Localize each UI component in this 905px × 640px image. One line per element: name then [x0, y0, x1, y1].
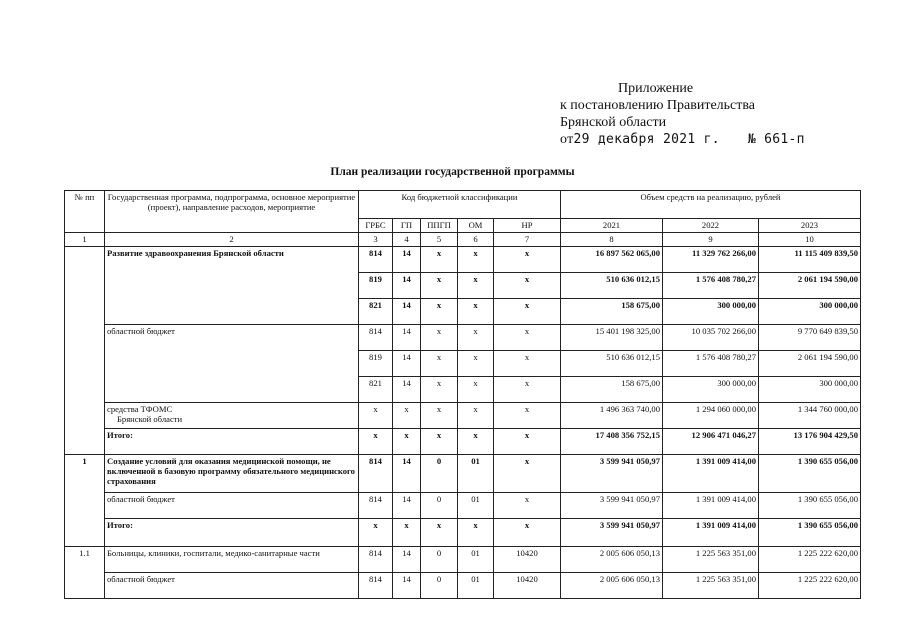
cell-source-name: областной бюджет — [105, 325, 359, 403]
cell-2021: 510 636 012,15 — [561, 351, 663, 377]
cell-2023: 2 061 194 590,00 — [759, 273, 861, 299]
cell-2023: 1 225 222 620,00 — [759, 573, 861, 599]
cell-2023: 9 770 649 839,50 — [759, 325, 861, 351]
cell-source-name — [105, 403, 359, 429]
resolution-number: № 661-п — [747, 132, 805, 147]
cell-2022: 1 391 009 414,00 — [663, 493, 759, 519]
cell-nr: х — [494, 455, 561, 493]
cell-grbs: 821 — [359, 299, 393, 325]
header-ppgp: ППГП — [421, 219, 458, 233]
table-row — [65, 403, 861, 429]
header-grbs: ГРБС — [359, 219, 393, 233]
cell-2022: 10 035 702 266,00 — [663, 325, 759, 351]
header-2023: 2023 — [759, 219, 861, 233]
cell-nr: х — [494, 377, 561, 403]
cell-gp: 14 — [393, 493, 421, 519]
resolution-date: 29 декабря 2021 г. — [573, 132, 720, 147]
header-2022: 2022 — [663, 219, 759, 233]
column-number-row — [65, 233, 861, 247]
cell-ppgp: х — [421, 299, 458, 325]
document-title: План реализации государственной программы — [330, 166, 575, 178]
col-number: 2 — [105, 233, 359, 247]
table-row — [65, 455, 861, 493]
cell-2023: 1 390 655 056,00 — [759, 519, 861, 547]
cell-2023: 2 061 194 590,00 — [759, 351, 861, 377]
cell-gp: 14 — [393, 377, 421, 403]
cell-program-name: Создание условий для оказания медицинской помощи, не включенной в базовую программу обязательного медицинского страхования — [105, 455, 359, 493]
cell-2021: 158 675,00 — [561, 299, 663, 325]
cell-2022: 1 576 408 780,27 — [663, 273, 759, 299]
cell-om: 01 — [458, 493, 494, 519]
cell-grbs: 814 — [359, 247, 393, 273]
cell-ppgp: х — [421, 403, 458, 429]
table-row — [65, 429, 861, 455]
source-name-line1: средства ТФОМС — [107, 404, 173, 414]
header-code-group: Код бюджетной классификации — [359, 191, 561, 219]
source-name-line2: Брянской области — [117, 414, 183, 424]
cell-om: х — [458, 325, 494, 351]
header-volume-group: Объем средств на реализацию, рублей — [561, 191, 861, 219]
cell-om: х — [458, 299, 494, 325]
table-row — [65, 493, 861, 519]
cell-2021: 2 005 606 050,13 — [561, 573, 663, 599]
cell-source-name: областной бюджет — [105, 573, 359, 599]
cell-gp: 14 — [393, 455, 421, 493]
cell-total-label: Итого: — [105, 429, 359, 455]
cell-ppgp: 0 — [421, 493, 458, 519]
table-row — [65, 573, 861, 599]
cell-2021: 3 599 941 050,97 — [561, 493, 663, 519]
cell-om: х — [458, 351, 494, 377]
cell-nr: х — [494, 325, 561, 351]
appendix-block — [560, 80, 880, 148]
cell-2022: 1 294 060 000,00 — [663, 403, 759, 429]
appendix-resolution: к постановлению Правительства — [560, 98, 756, 113]
cell-grbs: 814 — [359, 547, 393, 573]
cell-ppgp: х — [421, 273, 458, 299]
cell-2021: 15 401 198 325,00 — [561, 325, 663, 351]
cell-2023: 1 344 760 000,00 — [759, 403, 861, 429]
cell-grbs: 821 — [359, 377, 393, 403]
cell-nr: х — [494, 299, 561, 325]
col-number: 9 — [663, 233, 759, 247]
appendix-date-line — [560, 131, 880, 148]
header-2021: 2021 — [561, 219, 663, 233]
cell-om: х — [458, 403, 494, 429]
cell-gp: 14 — [393, 247, 421, 273]
cell-2023: 1 225 222 620,00 — [759, 547, 861, 573]
cell-gp: 14 — [393, 547, 421, 573]
cell-gp: х — [393, 429, 421, 455]
cell-om: х — [458, 429, 494, 455]
cell-gp: 14 — [393, 351, 421, 377]
cell-2021: 510 636 012,15 — [561, 273, 663, 299]
cell-total-label: Итого: — [105, 519, 359, 547]
cell-program-name: Больницы, клиники, госпитали, медико-санитарные части — [105, 547, 359, 573]
cell-2022: 1 391 009 414,00 — [663, 519, 759, 547]
col-number: 6 — [458, 233, 494, 247]
header-nr: НР — [494, 219, 561, 233]
cell-grbs: 814 — [359, 455, 393, 493]
cell-nr: х — [494, 403, 561, 429]
cell-2021: 2 005 606 050,13 — [561, 547, 663, 573]
cell-nr: х — [494, 273, 561, 299]
cell-num: 1 — [65, 455, 105, 547]
cell-grbs: 819 — [359, 273, 393, 299]
cell-grbs: х — [359, 403, 393, 429]
cell-ppgp: 0 — [421, 455, 458, 493]
cell-nr: х — [494, 519, 561, 547]
col-number: 4 — [393, 233, 421, 247]
cell-2021: 17 408 356 752,15 — [561, 429, 663, 455]
col-number: 8 — [561, 233, 663, 247]
cell-ppgp: х — [421, 325, 458, 351]
cell-2023: 1 390 655 056,00 — [759, 455, 861, 493]
appendix-region: Брянской области — [560, 115, 667, 130]
table-row — [65, 247, 861, 273]
plan-table — [64, 190, 861, 599]
cell-gp: 14 — [393, 325, 421, 351]
cell-2022: 1 391 009 414,00 — [663, 455, 759, 493]
cell-program-name: Развитие здравоохранения Брянской области — [105, 247, 359, 325]
header-program: Государственная программа, подпрограмма, основное мероприятие (проект), направление расходов, мероприятие — [105, 191, 359, 233]
cell-2022: 300 000,00 — [663, 377, 759, 403]
table-row — [65, 547, 861, 573]
col-number: 3 — [359, 233, 393, 247]
cell-nr: 10420 — [494, 547, 561, 573]
cell-grbs: 814 — [359, 493, 393, 519]
cell-2022: 1 225 563 351,00 — [663, 573, 759, 599]
cell-ppgp: х — [421, 351, 458, 377]
cell-2021: 3 599 941 050,97 — [561, 455, 663, 493]
cell-gp: х — [393, 519, 421, 547]
cell-2023: 300 000,00 — [759, 377, 861, 403]
cell-grbs: х — [359, 429, 393, 455]
date-prefix: от — [560, 132, 574, 147]
cell-2021: 158 675,00 — [561, 377, 663, 403]
cell-gp: х — [393, 403, 421, 429]
cell-ppgp: х — [421, 519, 458, 547]
cell-om: 01 — [458, 547, 494, 573]
col-number: 5 — [421, 233, 458, 247]
cell-2023: 1 390 655 056,00 — [759, 493, 861, 519]
header-om: ОМ — [458, 219, 494, 233]
col-number: 7 — [494, 233, 561, 247]
table-row — [65, 519, 861, 547]
cell-num — [65, 247, 105, 455]
col-number: 1 — [65, 233, 105, 247]
cell-grbs: 814 — [359, 325, 393, 351]
cell-2022: 1 576 408 780,27 — [663, 351, 759, 377]
appendix-title: Приложение — [618, 81, 694, 96]
cell-2022: 11 329 762 266,00 — [663, 247, 759, 273]
cell-grbs: х — [359, 519, 393, 547]
cell-ppgp: х — [421, 247, 458, 273]
cell-nr: х — [494, 493, 561, 519]
cell-2021: 16 897 562 065,00 — [561, 247, 663, 273]
cell-gp: 14 — [393, 273, 421, 299]
cell-2021: 3 599 941 050,97 — [561, 519, 663, 547]
cell-source-name: областной бюджет — [105, 493, 359, 519]
cell-om: х — [458, 377, 494, 403]
cell-nr: 10420 — [494, 573, 561, 599]
cell-om: х — [458, 247, 494, 273]
cell-gp: 14 — [393, 299, 421, 325]
header-row-1 — [65, 191, 861, 219]
cell-om: 01 — [458, 455, 494, 493]
cell-om: 01 — [458, 573, 494, 599]
cell-om: х — [458, 273, 494, 299]
cell-num: 1.1 — [65, 547, 105, 599]
cell-om: х — [458, 519, 494, 547]
cell-2022: 1 225 563 351,00 — [663, 547, 759, 573]
cell-nr: х — [494, 429, 561, 455]
cell-nr: х — [494, 247, 561, 273]
cell-2022: 300 000,00 — [663, 299, 759, 325]
cell-ppgp: х — [421, 377, 458, 403]
cell-grbs: 814 — [359, 573, 393, 599]
cell-2021: 1 496 363 740,00 — [561, 403, 663, 429]
cell-ppgp: х — [421, 429, 458, 455]
cell-2022: 12 906 471 046,27 — [663, 429, 759, 455]
cell-ppgp: 0 — [421, 547, 458, 573]
cell-gp: 14 — [393, 573, 421, 599]
header-gp: ГП — [393, 219, 421, 233]
cell-2023: 13 176 904 429,50 — [759, 429, 861, 455]
col-number: 10 — [759, 233, 861, 247]
cell-2023: 11 115 409 839,50 — [759, 247, 861, 273]
cell-ppgp: 0 — [421, 573, 458, 599]
cell-nr: х — [494, 351, 561, 377]
header-num: № пп — [65, 191, 105, 233]
table-row — [65, 325, 861, 351]
cell-grbs: 819 — [359, 351, 393, 377]
cell-2023: 300 000,00 — [759, 299, 861, 325]
